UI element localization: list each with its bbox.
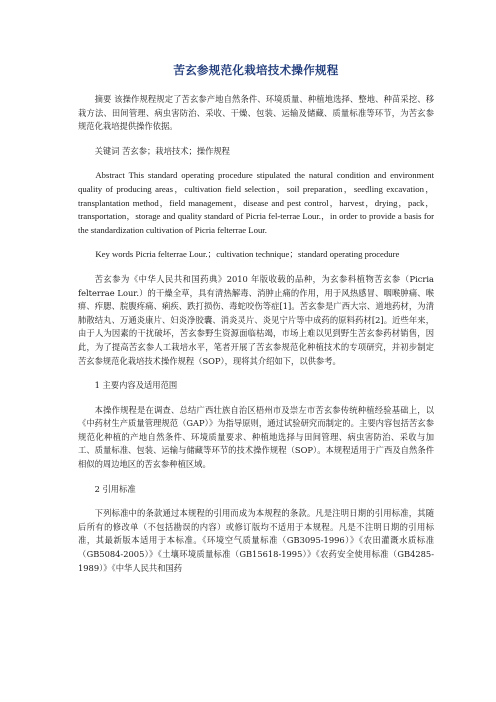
- keywords-en: Key words Picria felterrae Lour.；cultivation technique；standard operating procedure: [95, 249, 400, 260]
- section-1-text: 本操作规程是在调查、总结广西壮族自治区梧州市及崇左市苦玄参传统种植经验基础上，以《中药材生产质量管理规范（GAP）》为指导原则，通过试验研究而制定的。主要内容包括苦玄参规范化种植的产地自然条件、环境质量要求、种植地选择与田间管理、病虫害防治、采收与加工、质量标准、包装、运输与储藏等环节的技术操作规程（SOP）。本规程适用于广西及自然条件相似的周边地区的苦玄参种植区域。: [78, 404, 434, 470]
- section-2-heading: 2 引用标准: [94, 483, 136, 494]
- section-2-text: 下列标准中的条款通过本规程的引用而成为本规程的条款。凡是注明日期的引用标准，其随后所有的修改单（不包括勘误的内容）或修订版均不适用于本规程。凡是不注明日期的引用标准，其最新版本适用于本标准。《环境空气质量标准（GB3095-1996）》《农田灌溉水质标准（GB5084-2005）》《土壤环境质量标准（GB15618-1995）》《农药安全使用标准（GB4285-1989）》《中华人民共和国药: [78, 508, 434, 573]
- abstract-cn: 摘要 该操作规程规定了苦玄参产地自然条件、环境质量、种植地选择、整地、种苗采挖、移栽方法、田间管理、病虫害防治、采收、干燥、包装、运输及储藏、质量标准等环节，为苦玄参规范化栽培提供操作依据。: [78, 94, 434, 132]
- keywords-cn: 关键词 苦玄参；栽培技术；操作规程: [94, 145, 230, 156]
- document-title: 苦玄参规范化栽培技术操作规程: [173, 63, 339, 77]
- section-1-heading: 1 主要内容及适用范围: [94, 380, 178, 391]
- intro-paragraph: 苦玄参为《中华人民共和国药典》2010 年版收载的品种，为玄参科植物苦玄参（Picria felterrae Lour.）的干燥全草，具有清热解毒、消肿止痛的作用，用于风热感冒、咽喉肿痛、喉痹、痄腮、脘腹疼痛、痢疾、跌打损伤、毒蛇咬伤等症[1]。苦玄参是广西大宗、道地药材，为清肺散结丸、万通炎康片、妇炎净胶囊、消炎灵片、炎见宁片等中成药的原料药材[2]。近些年来，由于人为因素的干扰破坏，苦玄参野生资源面临枯竭，市场上难以见到野生苦玄参药材销售，因此，为了提高苦玄参人工栽培水平，笔者开展了苦玄参规范化种植技术的专项研究，并初步制定苦玄参规范化栽培技术操作规程（SOP），现将其介绍如下，以供参考。: [78, 273, 434, 366]
- abstract-en: Abstract This standard operating procedure stipulated the natural condition and environment quality of producing areas，cultivation field selection，soil preparation，seedling excavation，transplantation method，field management，disease and pest control，harvest，drying，pack，transportation，storage and quality standard of Picria fel-terrae Lour.，in order to provide a basis for the standardization cultivation of Picria felterrae Lour.: [78, 170, 434, 235]
